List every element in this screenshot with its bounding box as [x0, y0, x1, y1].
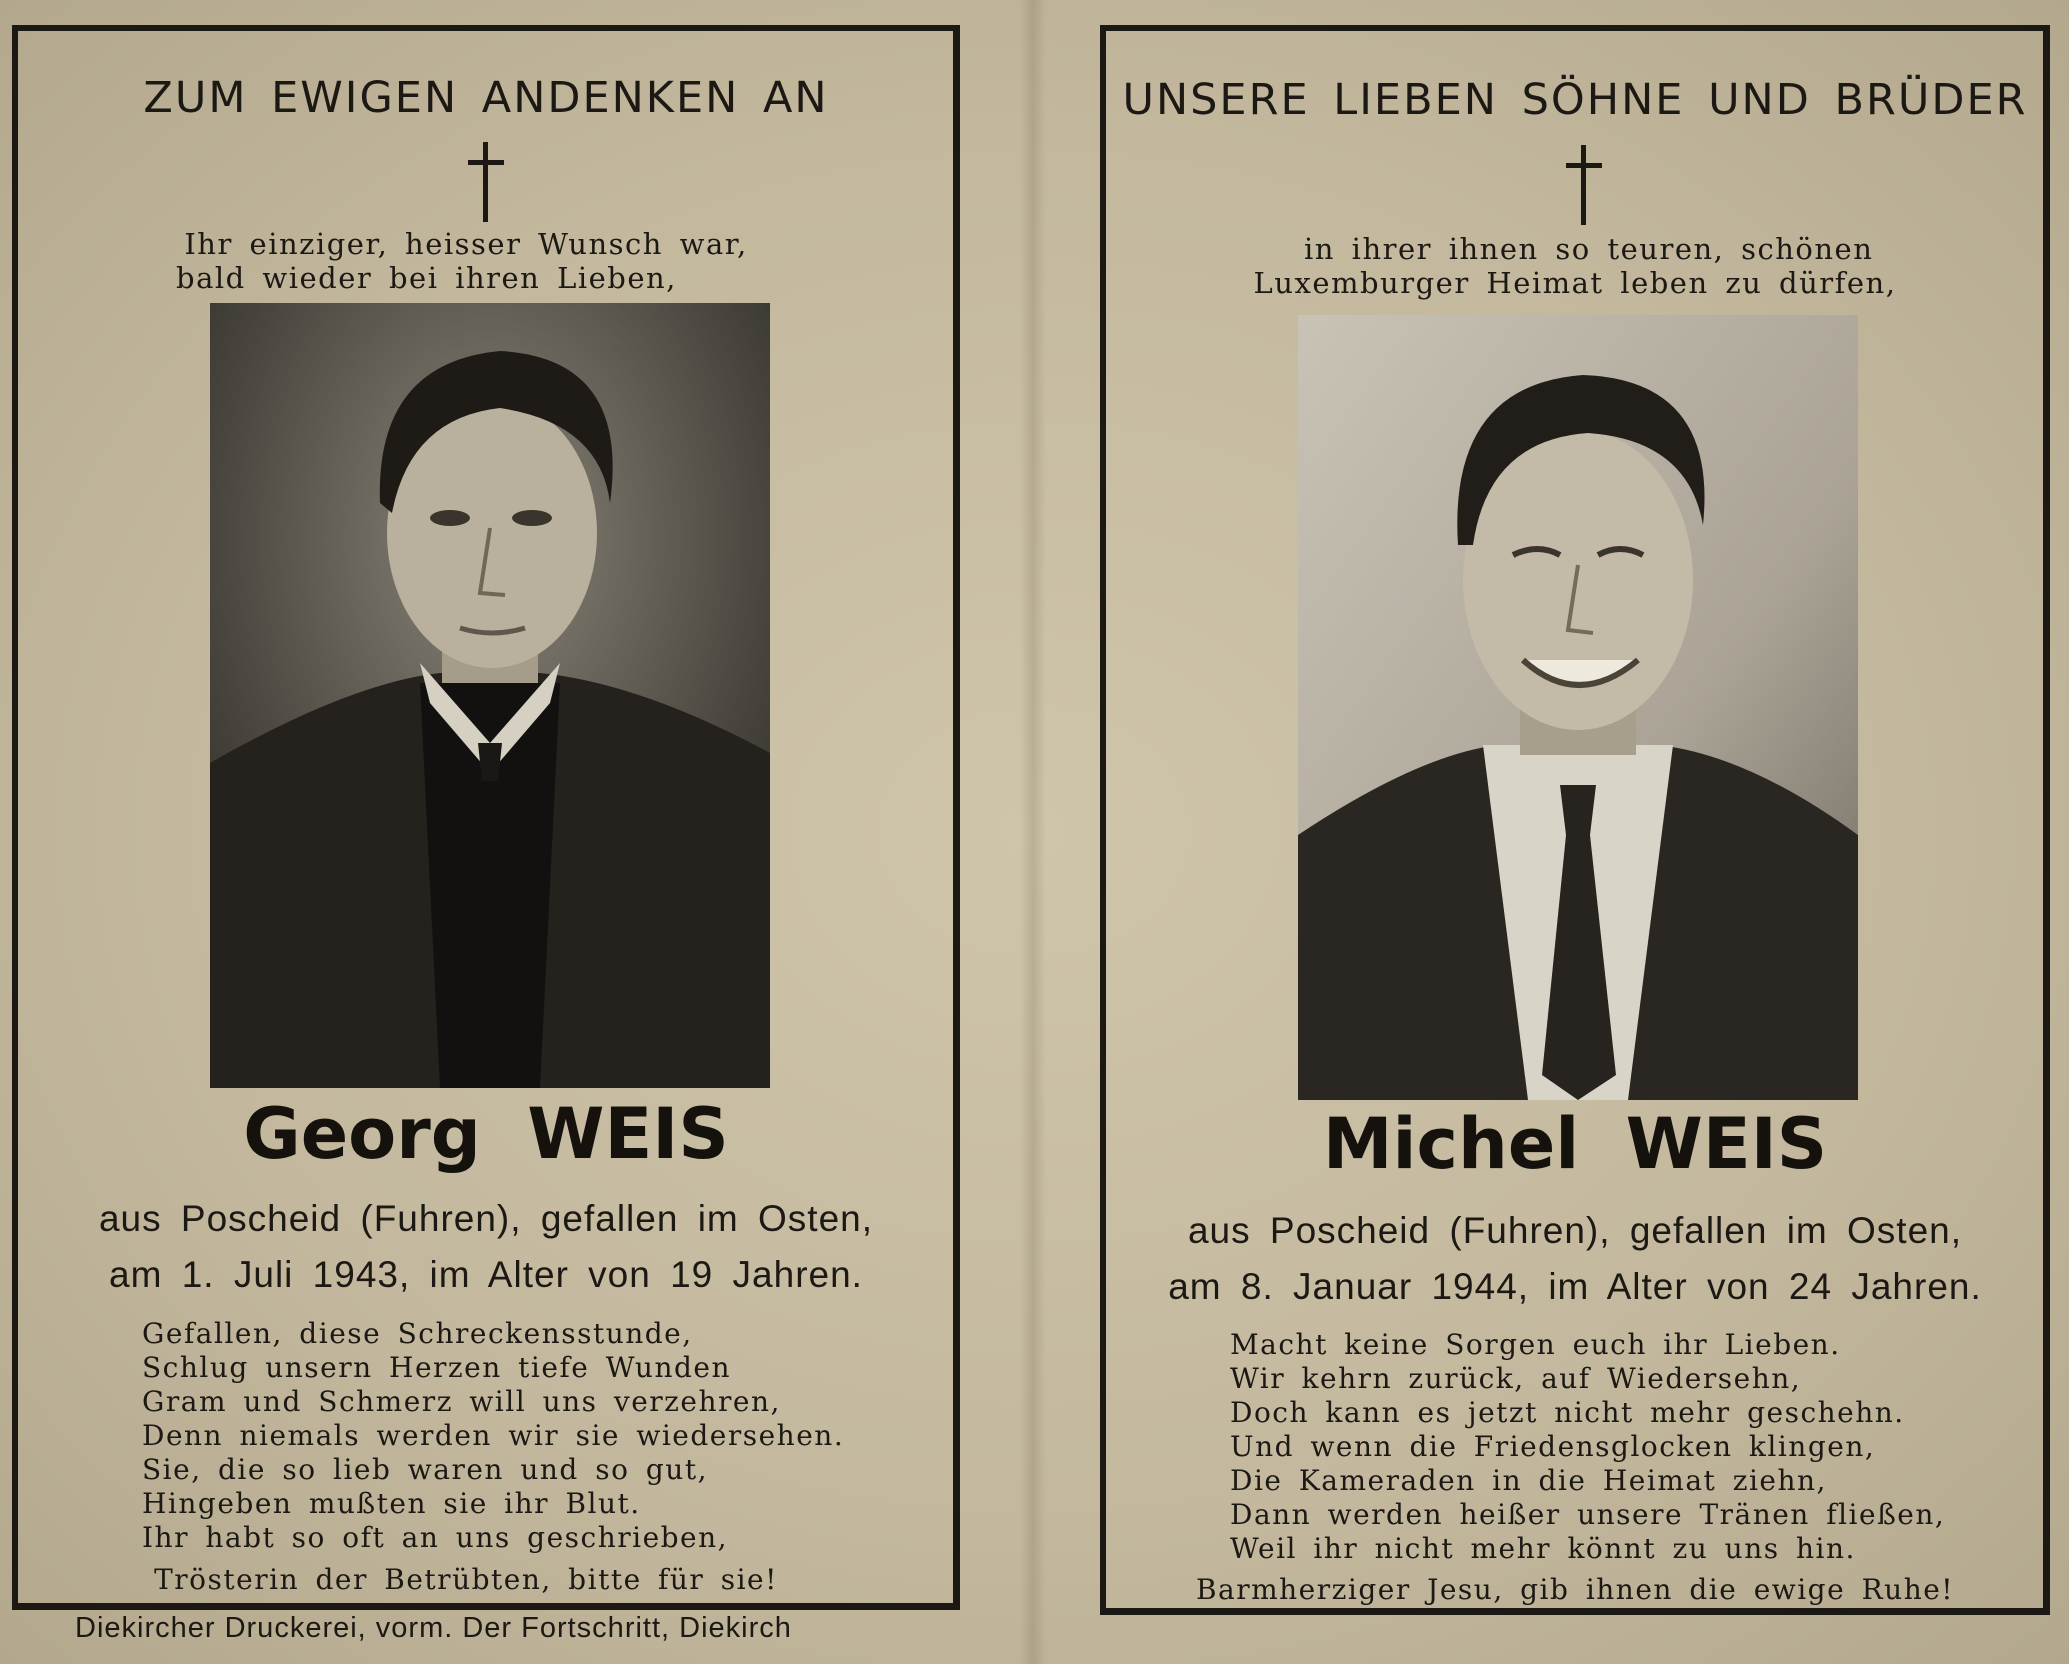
- card-heading: ZUM EWIGEN ANDENKEN AN: [143, 73, 829, 123]
- printer-imprint: Diekircher Druckerei, vorm. Der Fortschritt, Diekirch: [75, 1612, 792, 1644]
- poem-line: Weil ihr nicht mehr könnt zu uns hin.: [1230, 1532, 1856, 1565]
- death-details: [12, 1191, 960, 1303]
- death-details-line: aus Poscheid (Fuhren), gefallen im Osten,: [1187, 1210, 1963, 1251]
- poem-line: Und wenn die Friedensglocken klingen,: [1230, 1430, 1876, 1463]
- memorial-poem: [142, 1317, 844, 1555]
- poem-line: Hingeben mußten sie ihr Blut.: [142, 1487, 641, 1520]
- intro-verse-line: Ihr einziger, heisser Wunsch war,: [184, 227, 748, 261]
- intro-verse-line: in ihrer ihnen so teuren, schönen: [1304, 232, 1874, 266]
- death-details: [1100, 1203, 2050, 1315]
- poem-line: Wir kehrn zurück, auf Wiedersehn,: [1230, 1362, 1802, 1395]
- poem-line: Dann werden heißer unsere Tränen fließen,: [1230, 1498, 1946, 1531]
- portrait-photo: [1298, 315, 1858, 1100]
- death-details-line: am 1. Juli 1943, im Alter von 19 Jahren.: [109, 1254, 863, 1295]
- border-bottom: [12, 1603, 960, 1610]
- closing-prayer: Trösterin der Betrübten, bitte für sie!: [154, 1563, 778, 1596]
- closing-prayer: Barmherziger Jesu, gib ihnen die ewige Ruhe!: [1195, 1573, 1955, 1606]
- memorial-poem: [1230, 1328, 1945, 1566]
- poem-line: Sie, die so lieb waren und so gut,: [142, 1453, 708, 1486]
- portrait-photo-image: [210, 303, 770, 1088]
- intro-verse-line: Luxemburger Heimat leben zu dürfen,: [1253, 266, 1897, 300]
- poem-line: Denn niemals werden wir sie wiedersehen.: [142, 1419, 845, 1452]
- portrait-photo-image: [1298, 315, 1858, 1100]
- left-memorial-card: [12, 25, 960, 1610]
- intro-verse: [0, 227, 960, 295]
- intro-verse: [1100, 232, 2050, 300]
- cross-icon: [1564, 145, 1604, 225]
- poem-line: Gram und Schmerz will uns verzehren,: [142, 1385, 781, 1418]
- poem-line: Ihr habt so oft an uns geschrieben,: [142, 1521, 729, 1554]
- poem-line: Doch kann es jetzt nicht mehr geschehn.: [1230, 1396, 1905, 1429]
- card-heading: UNSERE LIEBEN SÖHNE UND BRÜDER: [1122, 75, 2028, 125]
- poem-line: Macht keine Sorgen euch ihr Lieben.: [1230, 1328, 1841, 1361]
- intro-verse-line: bald wieder bei ihren Lieben,: [176, 261, 677, 295]
- deceased-name: Michel WEIS: [1322, 1103, 1828, 1185]
- portrait-photo: [210, 303, 770, 1088]
- poem-line: Die Kameraden in die Heimat ziehn,: [1230, 1464, 1827, 1497]
- border-top: [12, 25, 960, 31]
- border-bottom: [1100, 1608, 2050, 1615]
- deceased-name: Georg WEIS: [243, 1093, 729, 1175]
- poem-line: Schlug unsern Herzen tiefe Wunden: [142, 1351, 732, 1384]
- right-memorial-card: [1100, 25, 2050, 1615]
- poem-line: Gefallen, diese Schreckensstunde,: [142, 1317, 693, 1350]
- center-fold: [1020, 0, 1046, 1664]
- cross-icon: [466, 142, 506, 222]
- border-top: [1100, 25, 2050, 31]
- death-details-line: am 8. Januar 1944, im Alter von 24 Jahren.: [1168, 1266, 1982, 1307]
- death-details-line: aus Poscheid (Fuhren), gefallen im Osten,: [98, 1198, 874, 1239]
